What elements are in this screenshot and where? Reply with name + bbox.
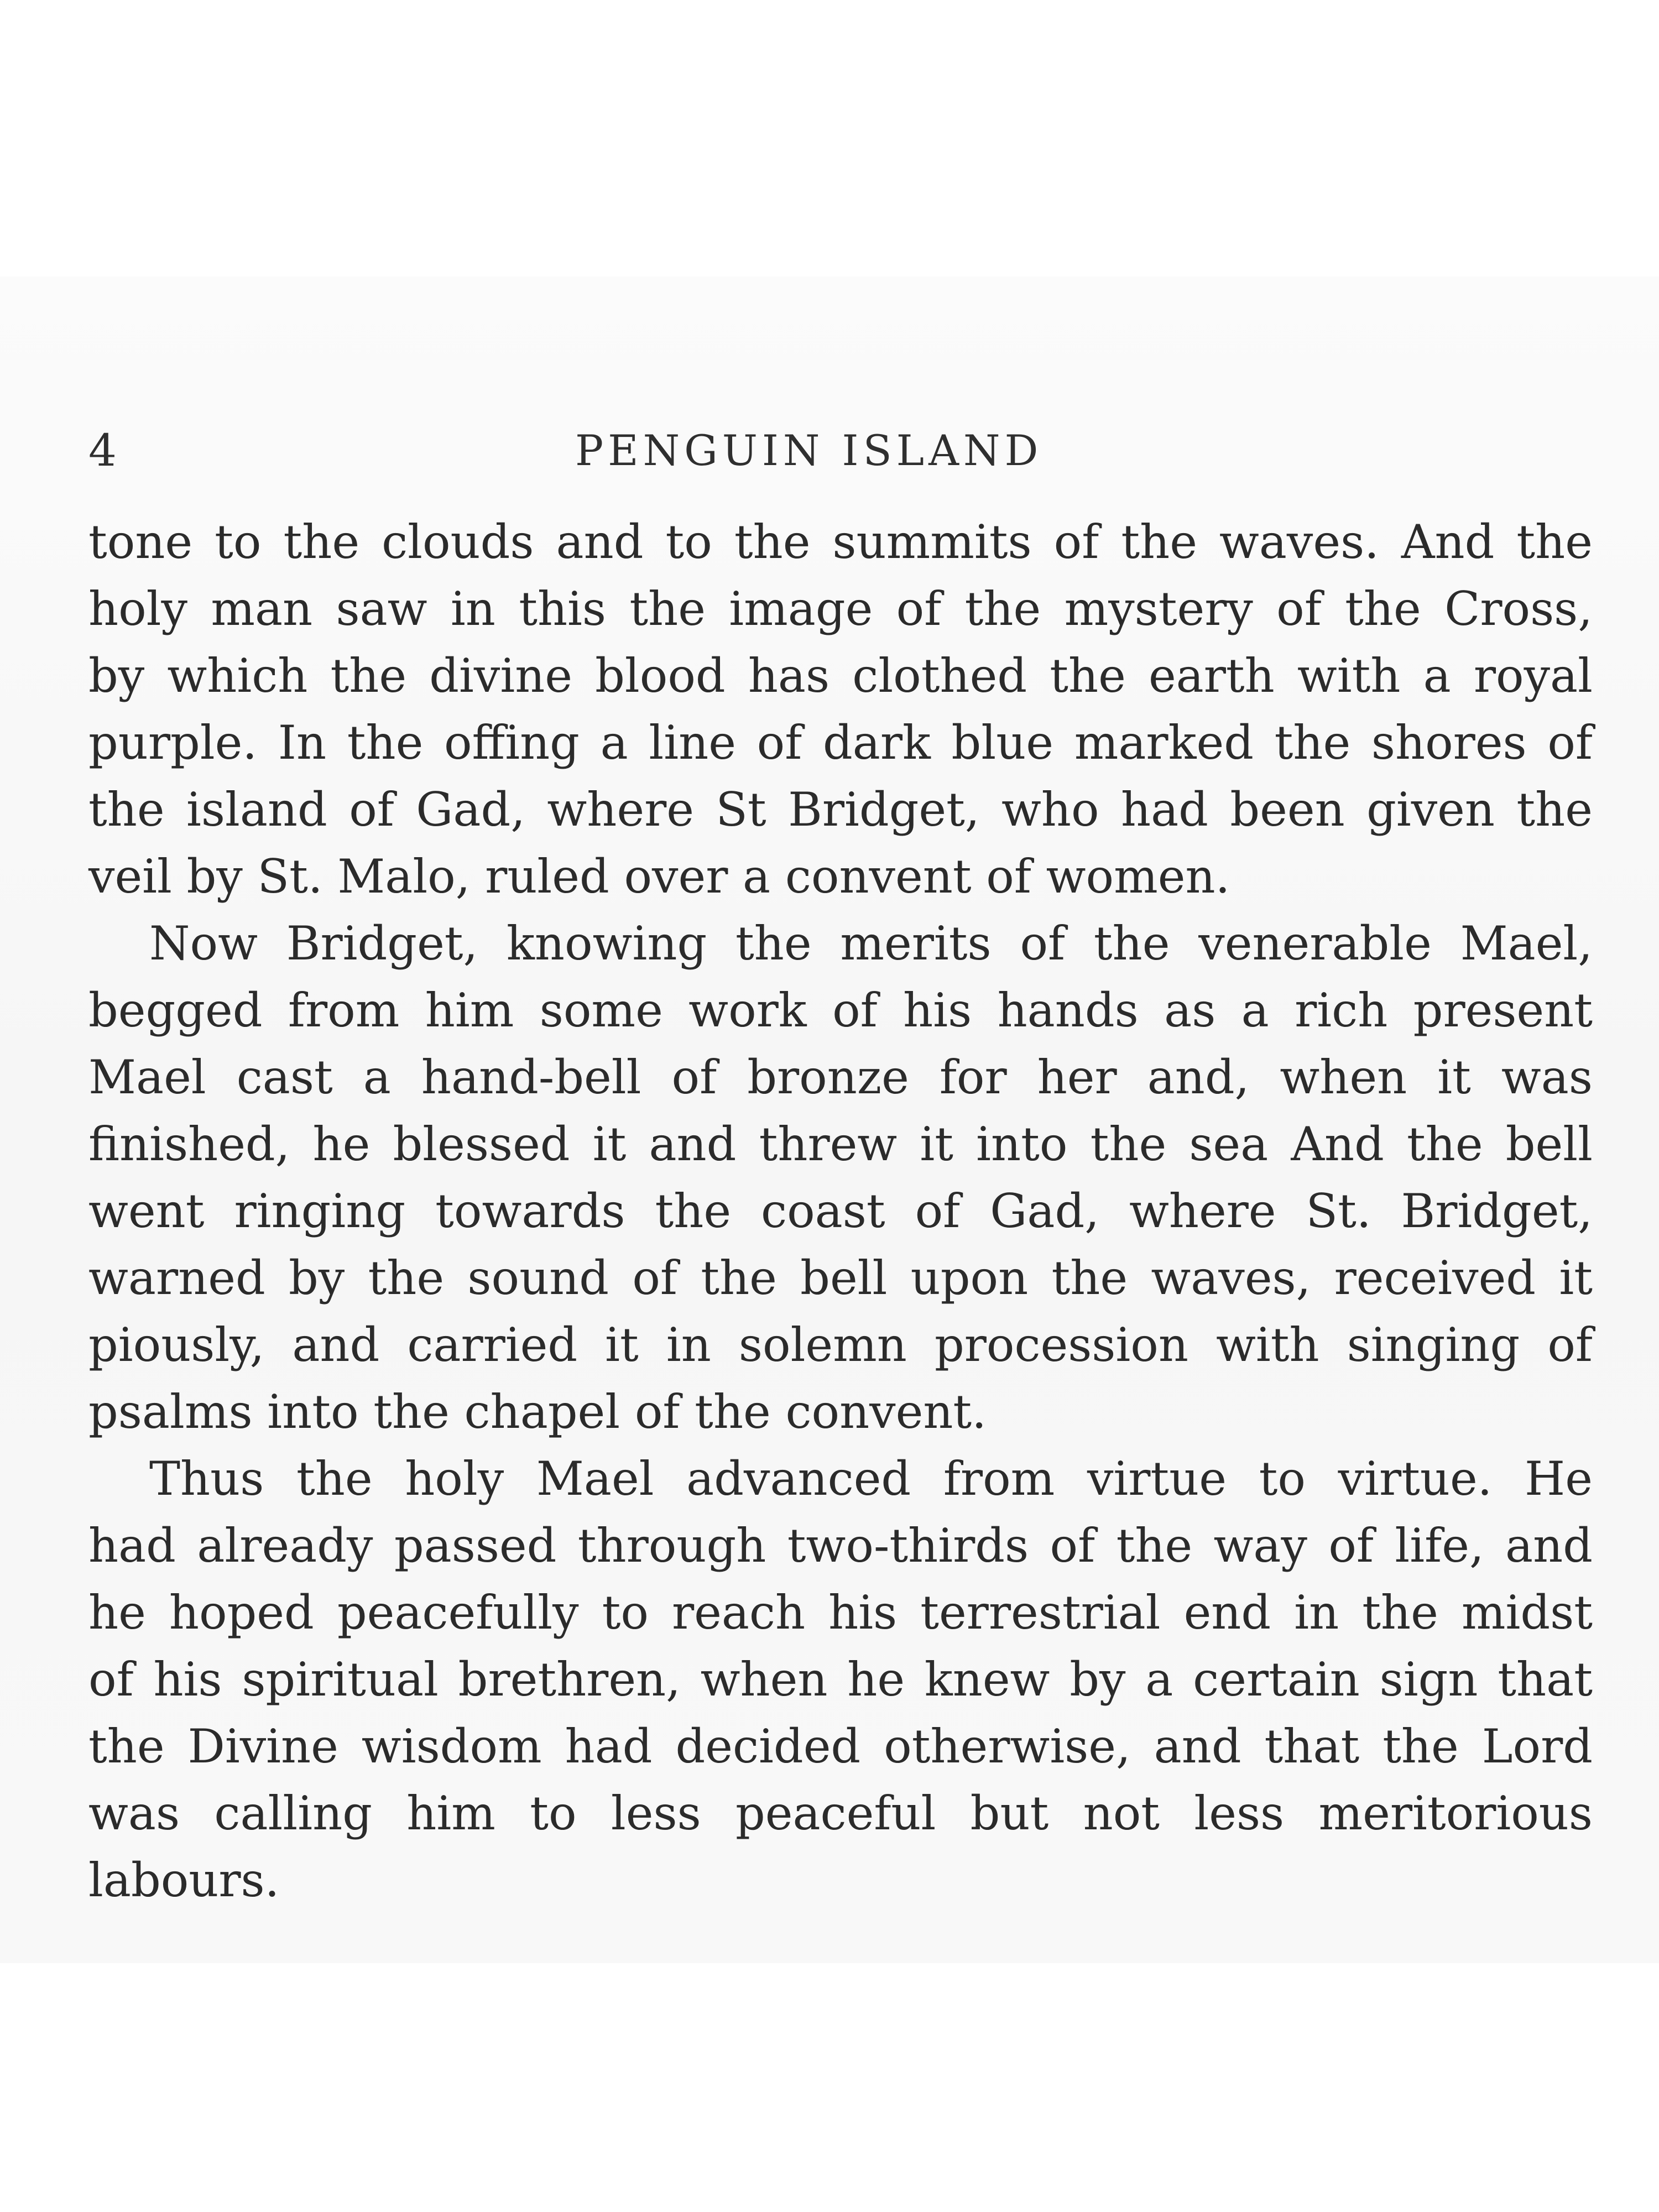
paragraph-3 (88, 1446, 1593, 1914)
text-line: by which the divine blood has clothed the earth with a royal (88, 649, 1593, 703)
text-line: the island of Gad, where St Bridget, who had been given the (88, 782, 1593, 837)
text-line: finished, he blessed it and threw it into the sea And the bell (88, 1117, 1593, 1171)
body-text (88, 509, 1593, 1914)
running-head (88, 420, 1112, 481)
text-line: begged from him some work of his hands as a rich present (88, 983, 1593, 1037)
text-line: he hoped peacefully to reach his terrestrial end in the midst (88, 1585, 1593, 1640)
text-line: labours. (88, 1853, 280, 1907)
text-line: psalms into the chapel of the convent. (88, 1385, 987, 1439)
text-line: Thus the holy Mael advanced from virtue to virtue. He (149, 1452, 1593, 1506)
text-line: tone to the clouds and to the summits of the waves. And the (88, 515, 1593, 569)
text-line: holy man saw in this the image of the mystery of the Cross, (88, 582, 1593, 636)
text-line: warned by the sound of the bell upon the waves, received it (88, 1251, 1593, 1305)
text-line: Now Bridget, knowing the merits of the venerable Mael, (149, 916, 1593, 971)
text-line: veil by St. Malo, ruled over a convent of women. (88, 849, 1230, 904)
page-number: 4 (88, 425, 117, 476)
text-line: went ringing towards the coast of Gad, where St. Bridget, (88, 1184, 1593, 1238)
text-line: piously, and carried it in solemn procession with singing of (88, 1318, 1593, 1372)
text-line: of his spiritual brethren, when he knew by a certain sign that (88, 1652, 1593, 1707)
text-line: Mael cast a hand-bell of bronze for her and, when it was (88, 1050, 1593, 1104)
text-line: was calling him to less peaceful but not less meritorious (88, 1786, 1593, 1840)
paragraph-2 (88, 910, 1593, 1446)
book-title: PENGUIN ISLAND (575, 426, 1043, 475)
paragraph-1 (88, 509, 1593, 910)
text-line: the Divine wisdom had decided otherwise, and that the Lord (88, 1719, 1593, 1773)
text-line: had already passed through two-thirds of the way of life, and (88, 1519, 1593, 1573)
text-line: purple. In the offing a line of dark blue marked the shores of (88, 716, 1593, 770)
